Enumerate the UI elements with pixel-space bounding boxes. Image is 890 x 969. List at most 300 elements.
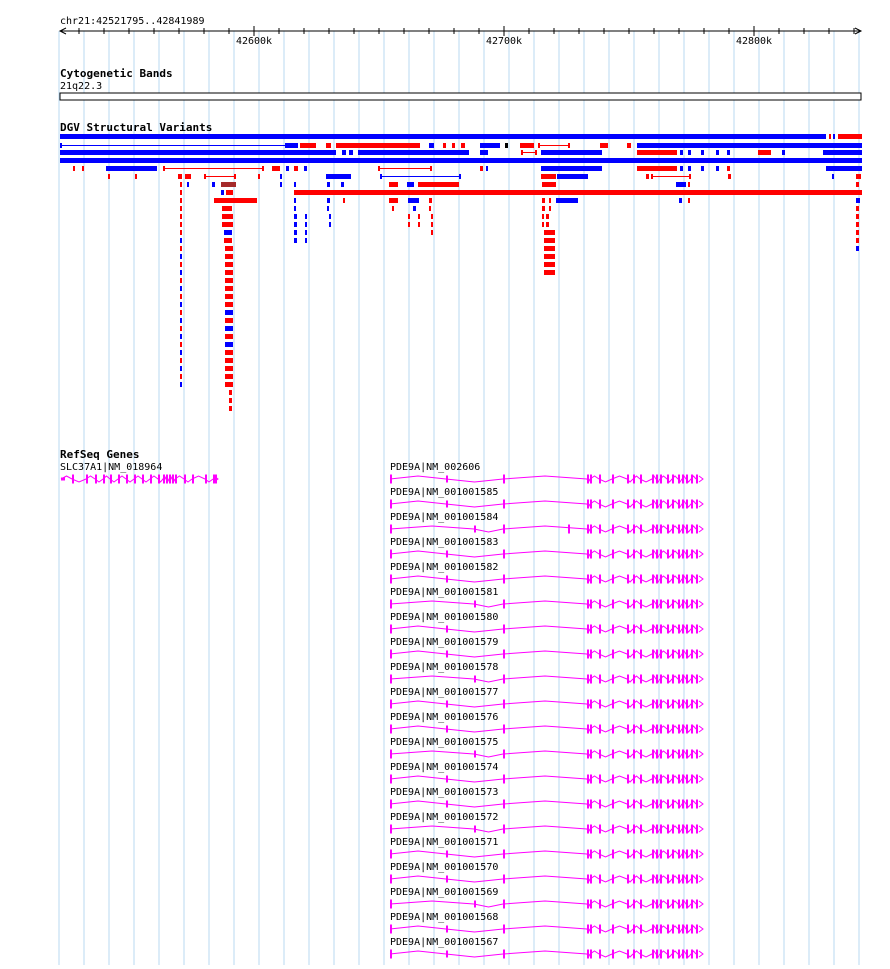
structural-variant-bar xyxy=(180,198,182,203)
gene-exon xyxy=(691,950,693,959)
gene-exon xyxy=(446,726,448,733)
gene-exon xyxy=(612,675,614,684)
structural-variant-bar xyxy=(294,222,297,227)
structural-variant-bar xyxy=(185,174,191,179)
gene-exon xyxy=(660,800,662,809)
structural-variant-bar xyxy=(541,174,556,179)
gene-exon xyxy=(640,750,642,759)
structural-variant-bar xyxy=(407,182,414,187)
structural-variant-bar xyxy=(544,238,555,243)
gene-exon xyxy=(682,775,684,784)
gene-exon xyxy=(390,925,392,934)
gene-exon xyxy=(612,650,614,659)
gene-exon xyxy=(627,550,629,559)
structural-variant-bar xyxy=(221,182,236,187)
gene-exon xyxy=(660,700,662,709)
gene-exon xyxy=(652,500,654,509)
gene-exon xyxy=(667,850,669,859)
gene-exon xyxy=(667,650,669,659)
gene-exon xyxy=(103,475,105,484)
gene-exon xyxy=(612,750,614,759)
gene-intron xyxy=(390,526,474,529)
structural-variant-bar xyxy=(342,150,346,155)
structural-variant-bar xyxy=(341,182,344,187)
gene-intron xyxy=(446,779,503,782)
structural-variant-bar xyxy=(180,238,182,243)
strand-arrow-icon xyxy=(699,626,703,632)
gene-exon xyxy=(627,900,629,909)
gene-exon xyxy=(446,551,448,558)
structural-variant-bar xyxy=(856,214,859,219)
gene-exon xyxy=(660,650,662,659)
structural-variant-end xyxy=(163,166,165,171)
gene-exon xyxy=(678,675,680,684)
gene-exon xyxy=(590,950,592,959)
gene-exon xyxy=(640,675,642,684)
gene-exon xyxy=(590,550,592,559)
gene-label: PDE9A|NM_001001571 xyxy=(390,837,499,848)
gene-intron xyxy=(474,529,503,532)
gene-exon xyxy=(169,475,171,484)
gene-exon xyxy=(627,675,629,684)
structural-variant-bar xyxy=(544,254,555,259)
gene-exon xyxy=(587,850,589,859)
structural-variant-bar xyxy=(856,222,859,227)
gene-exon xyxy=(590,525,592,534)
gene-intron xyxy=(612,476,627,479)
gene-intron xyxy=(446,579,503,582)
strand-arrow-icon xyxy=(699,651,703,657)
gene-exon xyxy=(682,800,684,809)
gene-exon xyxy=(660,625,662,634)
gene-exon xyxy=(691,725,693,734)
gene-exon xyxy=(474,601,476,608)
gene-exon xyxy=(599,700,601,709)
gene-exon xyxy=(678,925,680,934)
structural-variant-bar xyxy=(180,342,182,347)
gene-exon xyxy=(672,525,674,534)
structural-variant-bar xyxy=(429,206,431,211)
structural-variant-bar xyxy=(327,198,330,203)
gene-exon xyxy=(390,575,392,584)
structural-variant-bar xyxy=(688,150,691,155)
structural-variant-bar xyxy=(180,246,182,251)
structural-variant-bar xyxy=(680,166,683,171)
gene-exon xyxy=(390,950,392,959)
gene-exon xyxy=(656,875,658,884)
gene-exon xyxy=(672,750,674,759)
gene-exon xyxy=(640,650,642,659)
gene-exon xyxy=(474,526,476,533)
gene-exon xyxy=(652,600,654,609)
gene-exon xyxy=(667,600,669,609)
gene-exon xyxy=(612,575,614,584)
structural-variant-bar xyxy=(222,214,233,219)
gene-exon xyxy=(633,650,635,659)
structural-variant-bar xyxy=(229,398,232,403)
structural-variant-bar xyxy=(286,166,289,171)
gene-exon xyxy=(656,900,658,909)
gene-exon xyxy=(696,900,698,909)
structural-variant-bar xyxy=(180,366,182,371)
gene-exon xyxy=(672,950,674,959)
gene-exon xyxy=(633,700,635,709)
gene-exon xyxy=(686,950,688,959)
gene-exon xyxy=(696,500,698,509)
structural-variant-bar xyxy=(637,143,862,148)
gene-exon xyxy=(686,750,688,759)
structural-variant-bar xyxy=(679,198,682,203)
gene-exon xyxy=(656,925,658,934)
gene-exon xyxy=(587,750,589,759)
gene-exon xyxy=(110,475,112,484)
gene-exon xyxy=(686,525,688,534)
gene-exon xyxy=(672,825,674,834)
gene-intron xyxy=(390,576,446,579)
gene-exon xyxy=(686,650,688,659)
structural-variant-bar xyxy=(180,222,182,227)
structural-variant-bar xyxy=(856,238,859,243)
structural-variant-bar xyxy=(305,238,307,243)
gene-exon xyxy=(587,725,589,734)
gene-intron xyxy=(503,576,587,579)
gene-exon xyxy=(660,500,662,509)
strand-arrow-icon xyxy=(699,551,703,557)
strand-arrow-icon xyxy=(699,751,703,757)
gene-exon xyxy=(691,475,693,484)
structural-variant-bar xyxy=(856,246,859,251)
structural-variant-bar xyxy=(180,230,182,235)
structural-variant-bar xyxy=(225,350,233,355)
gene-intron xyxy=(390,876,446,879)
structural-variant-end xyxy=(234,174,236,179)
structural-variant-bar xyxy=(294,182,296,187)
structural-variant-bar xyxy=(225,246,233,251)
gene-intron xyxy=(612,676,627,679)
gene-exon xyxy=(672,725,674,734)
gene-exon xyxy=(587,525,589,534)
gene-label: PDE9A|NM_001001572 xyxy=(390,812,499,823)
gene-intron xyxy=(503,476,587,479)
gene-exon xyxy=(633,625,635,634)
gene-exon xyxy=(627,625,629,634)
gene-exon xyxy=(599,825,601,834)
structural-variant-bar xyxy=(327,206,329,211)
gene-intron xyxy=(446,954,503,957)
gene-exon xyxy=(446,626,448,633)
gene-intron xyxy=(474,904,503,907)
gene-exon xyxy=(627,575,629,584)
gene-exon xyxy=(667,925,669,934)
gene-exon xyxy=(390,475,392,484)
structural-variant-bar xyxy=(505,143,508,148)
gene-intron xyxy=(612,851,627,854)
structural-variant-bar xyxy=(178,174,182,179)
structural-variant-bar xyxy=(180,302,182,307)
gene-exon xyxy=(678,650,680,659)
gene-intron xyxy=(390,701,446,704)
structural-variant-end xyxy=(380,174,382,179)
gene-exon xyxy=(672,800,674,809)
gene-exon xyxy=(667,775,669,784)
gene-exon xyxy=(640,550,642,559)
gene-exon xyxy=(390,525,392,534)
structural-variant-bar xyxy=(542,206,545,211)
gene-exon xyxy=(696,925,698,934)
structural-variant-bar xyxy=(60,158,862,163)
gene-exon xyxy=(667,675,669,684)
gene-intron xyxy=(390,926,446,929)
gene-exon xyxy=(390,500,392,509)
gene-exon xyxy=(691,625,693,634)
gene-exon xyxy=(633,675,635,684)
gene-exon xyxy=(652,675,654,684)
gene-exon xyxy=(627,750,629,759)
gene-exon xyxy=(691,700,693,709)
structural-variant-bar xyxy=(838,134,862,139)
gene-exon xyxy=(691,800,693,809)
gene-exon xyxy=(587,550,589,559)
gene-exon xyxy=(686,700,688,709)
structural-variant-bar xyxy=(431,222,433,227)
structural-variant-bar xyxy=(180,206,182,211)
gene-exon xyxy=(172,475,174,484)
structural-variant-bar xyxy=(300,143,316,148)
gene-label: PDE9A|NM_001001573 xyxy=(390,787,499,798)
gene-exon xyxy=(696,475,698,484)
gene-exon xyxy=(633,575,635,584)
strand-arrow-icon xyxy=(699,851,703,857)
gene-intron xyxy=(446,629,503,632)
structural-variant-end xyxy=(60,143,62,148)
gene-exon xyxy=(691,575,693,584)
structural-variant-bar xyxy=(180,382,182,387)
gene-intron xyxy=(474,604,503,607)
gene-exon xyxy=(446,576,448,583)
gene-exon xyxy=(633,875,635,884)
gene-exon xyxy=(672,675,674,684)
gene-exon xyxy=(691,775,693,784)
gene-exon xyxy=(126,475,128,484)
structural-variant-bar xyxy=(431,214,433,219)
gene-exon xyxy=(682,675,684,684)
structural-variant-bar xyxy=(408,214,410,219)
structural-variant-bar xyxy=(294,198,296,203)
gene-exon xyxy=(640,800,642,809)
gene-exon xyxy=(640,500,642,509)
gene-intron xyxy=(612,726,627,729)
gene-exon xyxy=(503,675,505,684)
gene-intron xyxy=(503,876,587,879)
structural-variant-bar xyxy=(688,198,690,203)
structural-variant-bar xyxy=(229,406,232,411)
gene-exon xyxy=(627,525,629,534)
gene-exon xyxy=(599,500,601,509)
gene-exon xyxy=(640,525,642,534)
gene-intron xyxy=(446,479,503,482)
gene-exon xyxy=(590,600,592,609)
gene-exon xyxy=(390,650,392,659)
gene-intron xyxy=(612,951,627,954)
structural-variant-bar xyxy=(389,198,398,203)
structural-variant-bar xyxy=(343,198,345,203)
gene-intron xyxy=(503,951,587,954)
gene-exon xyxy=(696,625,698,634)
structural-variant-bar xyxy=(486,166,488,171)
gene-label: SLC37A1|NM_018964 xyxy=(60,462,163,473)
gene-exon xyxy=(86,475,88,484)
strand-arrow-icon xyxy=(699,601,703,607)
gene-exon xyxy=(590,475,592,484)
gene-exon xyxy=(166,475,168,484)
structural-variant-end xyxy=(204,174,206,179)
gene-intron xyxy=(446,879,503,882)
gene-exon xyxy=(686,825,688,834)
gene-exon xyxy=(587,800,589,809)
gene-exon xyxy=(587,950,589,959)
structural-variant-bar xyxy=(225,334,233,339)
ruler-tick-label: 42800k xyxy=(735,36,773,47)
gene-exon xyxy=(682,475,684,484)
gene-exon xyxy=(686,875,688,884)
structural-variant-bar xyxy=(280,182,282,187)
gene-exon xyxy=(627,500,629,509)
structural-variant-bar xyxy=(180,190,182,195)
gene-exon xyxy=(667,725,669,734)
gene-exon xyxy=(612,525,614,534)
gene-intron xyxy=(446,504,503,507)
gene-exon xyxy=(640,625,642,634)
gene-exon xyxy=(682,825,684,834)
gene-intron xyxy=(612,601,627,604)
gene-exon xyxy=(590,900,592,909)
gene-exon xyxy=(678,550,680,559)
gene-exon xyxy=(503,650,505,659)
gene-exon xyxy=(678,700,680,709)
structural-variant-bar xyxy=(461,143,465,148)
gene-exon xyxy=(656,475,658,484)
gene-exon xyxy=(474,901,476,908)
structural-variant-bar xyxy=(180,182,182,187)
gene-exon xyxy=(678,825,680,834)
gene-label: PDE9A|NM_001001574 xyxy=(390,762,499,773)
structural-variant-bar xyxy=(546,222,549,227)
gene-exon xyxy=(633,850,635,859)
gene-intron xyxy=(390,851,446,854)
gene-exon xyxy=(678,575,680,584)
gene-intron xyxy=(612,551,627,554)
gene-exon xyxy=(691,650,693,659)
gene-exon xyxy=(599,475,601,484)
gene-exon xyxy=(686,550,688,559)
gene-label: PDE9A|NM_001001578 xyxy=(390,662,499,673)
gene-exon xyxy=(696,725,698,734)
gene-exon xyxy=(660,875,662,884)
gene-intron xyxy=(474,754,503,757)
strand-arrow-icon xyxy=(699,776,703,782)
structural-variant-bar xyxy=(544,270,555,275)
structural-variant-bar xyxy=(856,198,860,203)
gene-exon xyxy=(568,525,570,534)
structural-variant-bar xyxy=(180,278,182,283)
gene-exon xyxy=(682,750,684,759)
gene-exon xyxy=(599,750,601,759)
gene-exon xyxy=(446,701,448,708)
gene-exon xyxy=(627,825,629,834)
gene-exon xyxy=(390,825,392,834)
gene-intron xyxy=(612,926,627,929)
gene-exon xyxy=(660,750,662,759)
gene-exon xyxy=(652,650,654,659)
structural-variant-bar xyxy=(304,166,307,171)
gene-exon xyxy=(672,475,674,484)
gene-exon xyxy=(652,725,654,734)
structural-variant-bar xyxy=(557,174,588,179)
gene-exon xyxy=(656,825,658,834)
structural-variant-bar xyxy=(326,174,351,179)
structural-variant-end xyxy=(568,143,570,148)
gene-exon xyxy=(627,600,629,609)
structural-variant-end xyxy=(262,166,264,171)
gene-intron xyxy=(474,679,503,682)
gene-intron xyxy=(390,476,446,479)
gene-exon xyxy=(163,475,165,484)
gene-exon xyxy=(682,725,684,734)
gene-exon xyxy=(587,775,589,784)
gene-exon xyxy=(503,550,505,559)
gene-exon xyxy=(590,650,592,659)
structural-variant-bar xyxy=(180,214,182,219)
gene-exon xyxy=(660,575,662,584)
gene-exon xyxy=(672,625,674,634)
structural-variant-bar xyxy=(106,166,157,171)
gene-exon xyxy=(599,875,601,884)
structural-variant-bar xyxy=(221,190,224,195)
structural-variant-bar xyxy=(782,150,785,155)
gene-exon xyxy=(652,625,654,634)
gene-exon xyxy=(587,575,589,584)
gene-exon xyxy=(691,900,693,909)
gene-intron xyxy=(612,501,627,504)
gene-exon xyxy=(667,475,669,484)
structural-variant-bar xyxy=(688,182,690,187)
structural-variant-bar xyxy=(225,374,233,379)
gene-exon xyxy=(640,900,642,909)
gene-exon xyxy=(175,475,177,484)
strand-arrow-icon xyxy=(699,901,703,907)
gene-exon xyxy=(612,500,614,509)
gene-exon xyxy=(612,925,614,934)
structural-variant-bar xyxy=(82,166,84,171)
gene-exon xyxy=(691,600,693,609)
gene-label: PDE9A|NM_001001569 xyxy=(390,887,499,898)
gene-exon xyxy=(691,850,693,859)
structural-variant-bar xyxy=(549,198,551,203)
structural-variant-bar xyxy=(287,143,298,148)
strand-arrow-icon xyxy=(699,801,703,807)
gene-exon xyxy=(656,625,658,634)
gene-exon xyxy=(503,750,505,759)
gene-exon xyxy=(696,825,698,834)
gene-exon xyxy=(390,550,392,559)
gene-exon xyxy=(640,600,642,609)
gene-exon xyxy=(633,825,635,834)
gene-intron xyxy=(390,826,474,829)
gene-exon xyxy=(503,725,505,734)
structural-variant-bar xyxy=(294,214,297,219)
structural-variant-bar xyxy=(392,206,394,211)
strand-arrow-icon xyxy=(699,701,703,707)
